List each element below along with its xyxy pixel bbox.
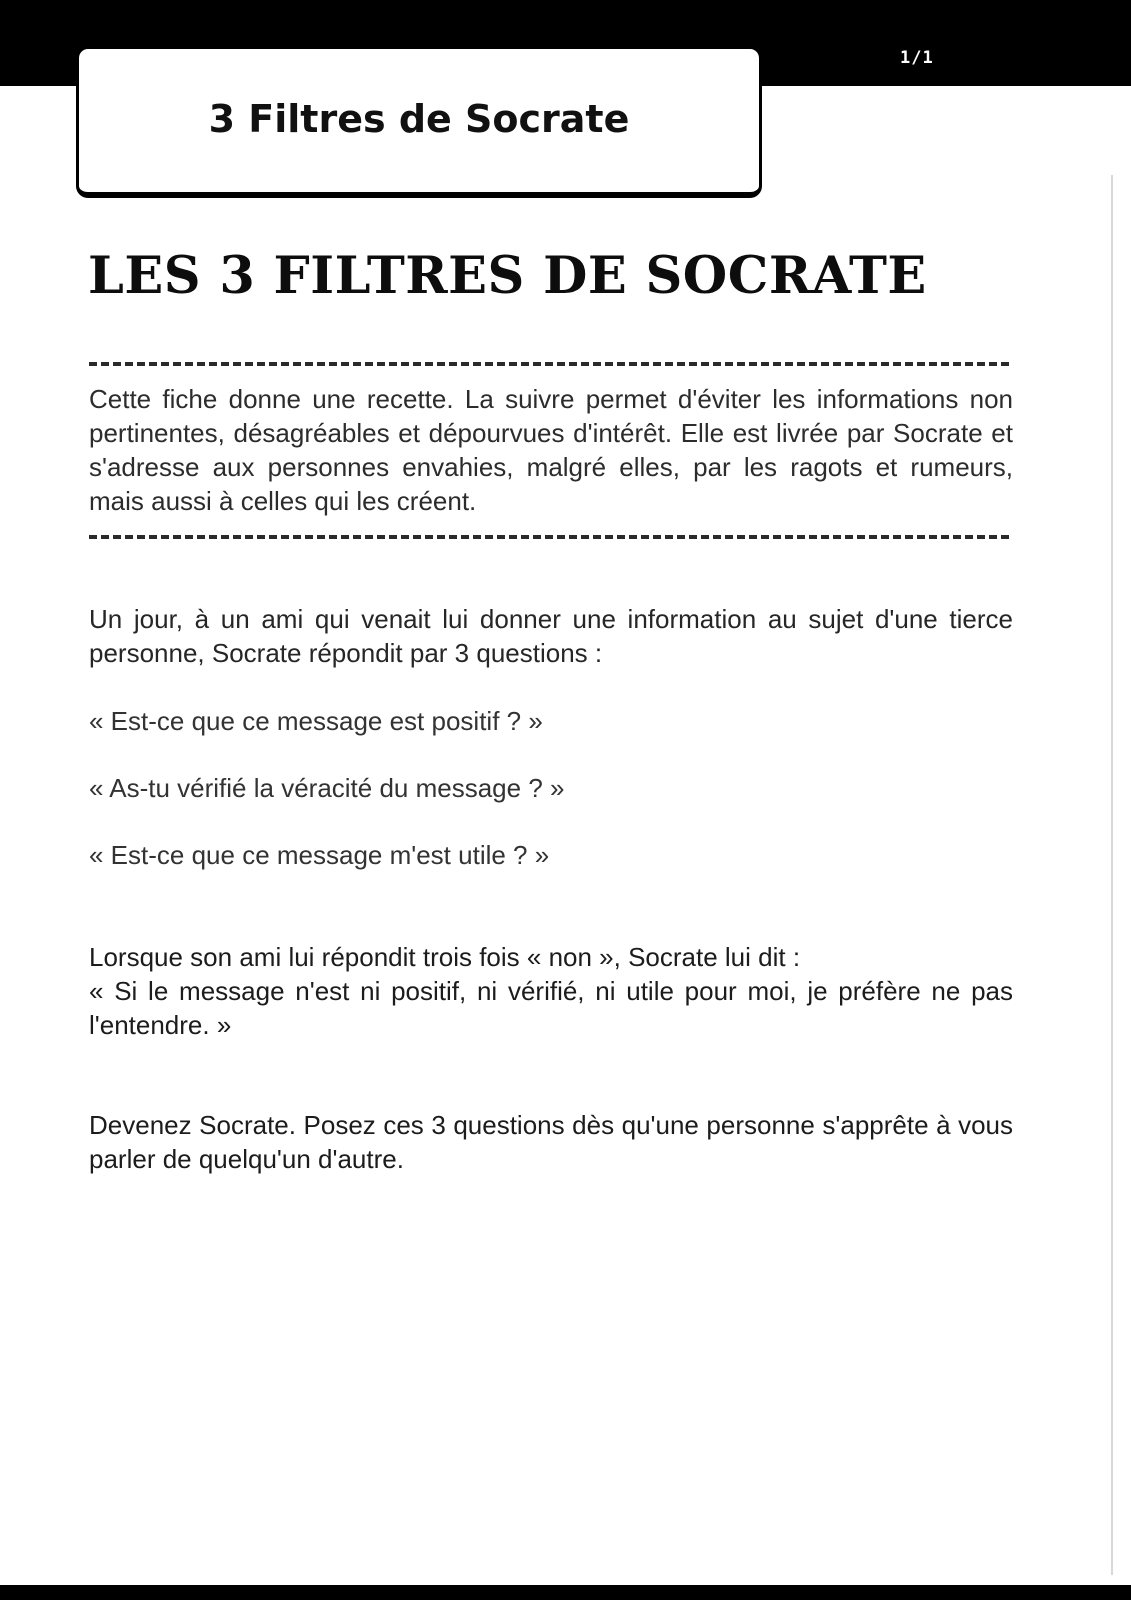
intro-paragraph: Cette fiche donne une recette. La suivre permet d'éviter les informations non pertinentes, désagréables et dépourvues d'intérêt. Elle est livrée par Socrate et s'adresse aux personnes envahies, malgré elles, par les ragots et rumeurs, mais aussi à celles qui les créent. <box>89 384 1013 516</box>
main-heading: LES 3 FILTRES DE SOCRATE <box>88 246 927 306</box>
response-line-1: Lorsque son ami lui répondit trois fois « non », Socrate lui dit : <box>89 942 801 972</box>
right-margin-strip <box>1112 0 1131 1600</box>
response-line-2: « Si le message n'est ni positif, ni vérifié, ni utile pour moi, je préfère ne pas l'entendre. » <box>89 976 1013 1040</box>
question-verified: « As-tu vérifié la véracité du message ? » <box>89 773 565 803</box>
title-box-text: 3 Filtres de Socrate <box>208 97 630 141</box>
question-positive: « Est-ce que ce message est positif ? » <box>89 706 543 736</box>
question-useful: « Est-ce que ce message m'est utile ? » <box>89 840 550 870</box>
dashed-divider-top <box>89 362 1009 366</box>
conclusion-paragraph: Devenez Socrate. Posez ces 3 questions dès qu'une personne s'apprête à vous parler de quelqu'un d'autre. <box>89 1110 1013 1174</box>
right-edge-line <box>1111 175 1113 1575</box>
opening-paragraph: Un jour, à un ami qui venait lui donner une information au sujet d'une tierce personne, Socrate répondit par 3 questions : <box>89 604 1013 668</box>
bottom-bar <box>0 1585 1131 1600</box>
response-paragraph <box>89 940 1013 1042</box>
page-counter: 1/1 <box>900 48 934 68</box>
title-box <box>76 46 762 198</box>
right-margin-strip-top <box>1112 0 1131 86</box>
dashed-divider-bottom <box>89 535 1009 539</box>
